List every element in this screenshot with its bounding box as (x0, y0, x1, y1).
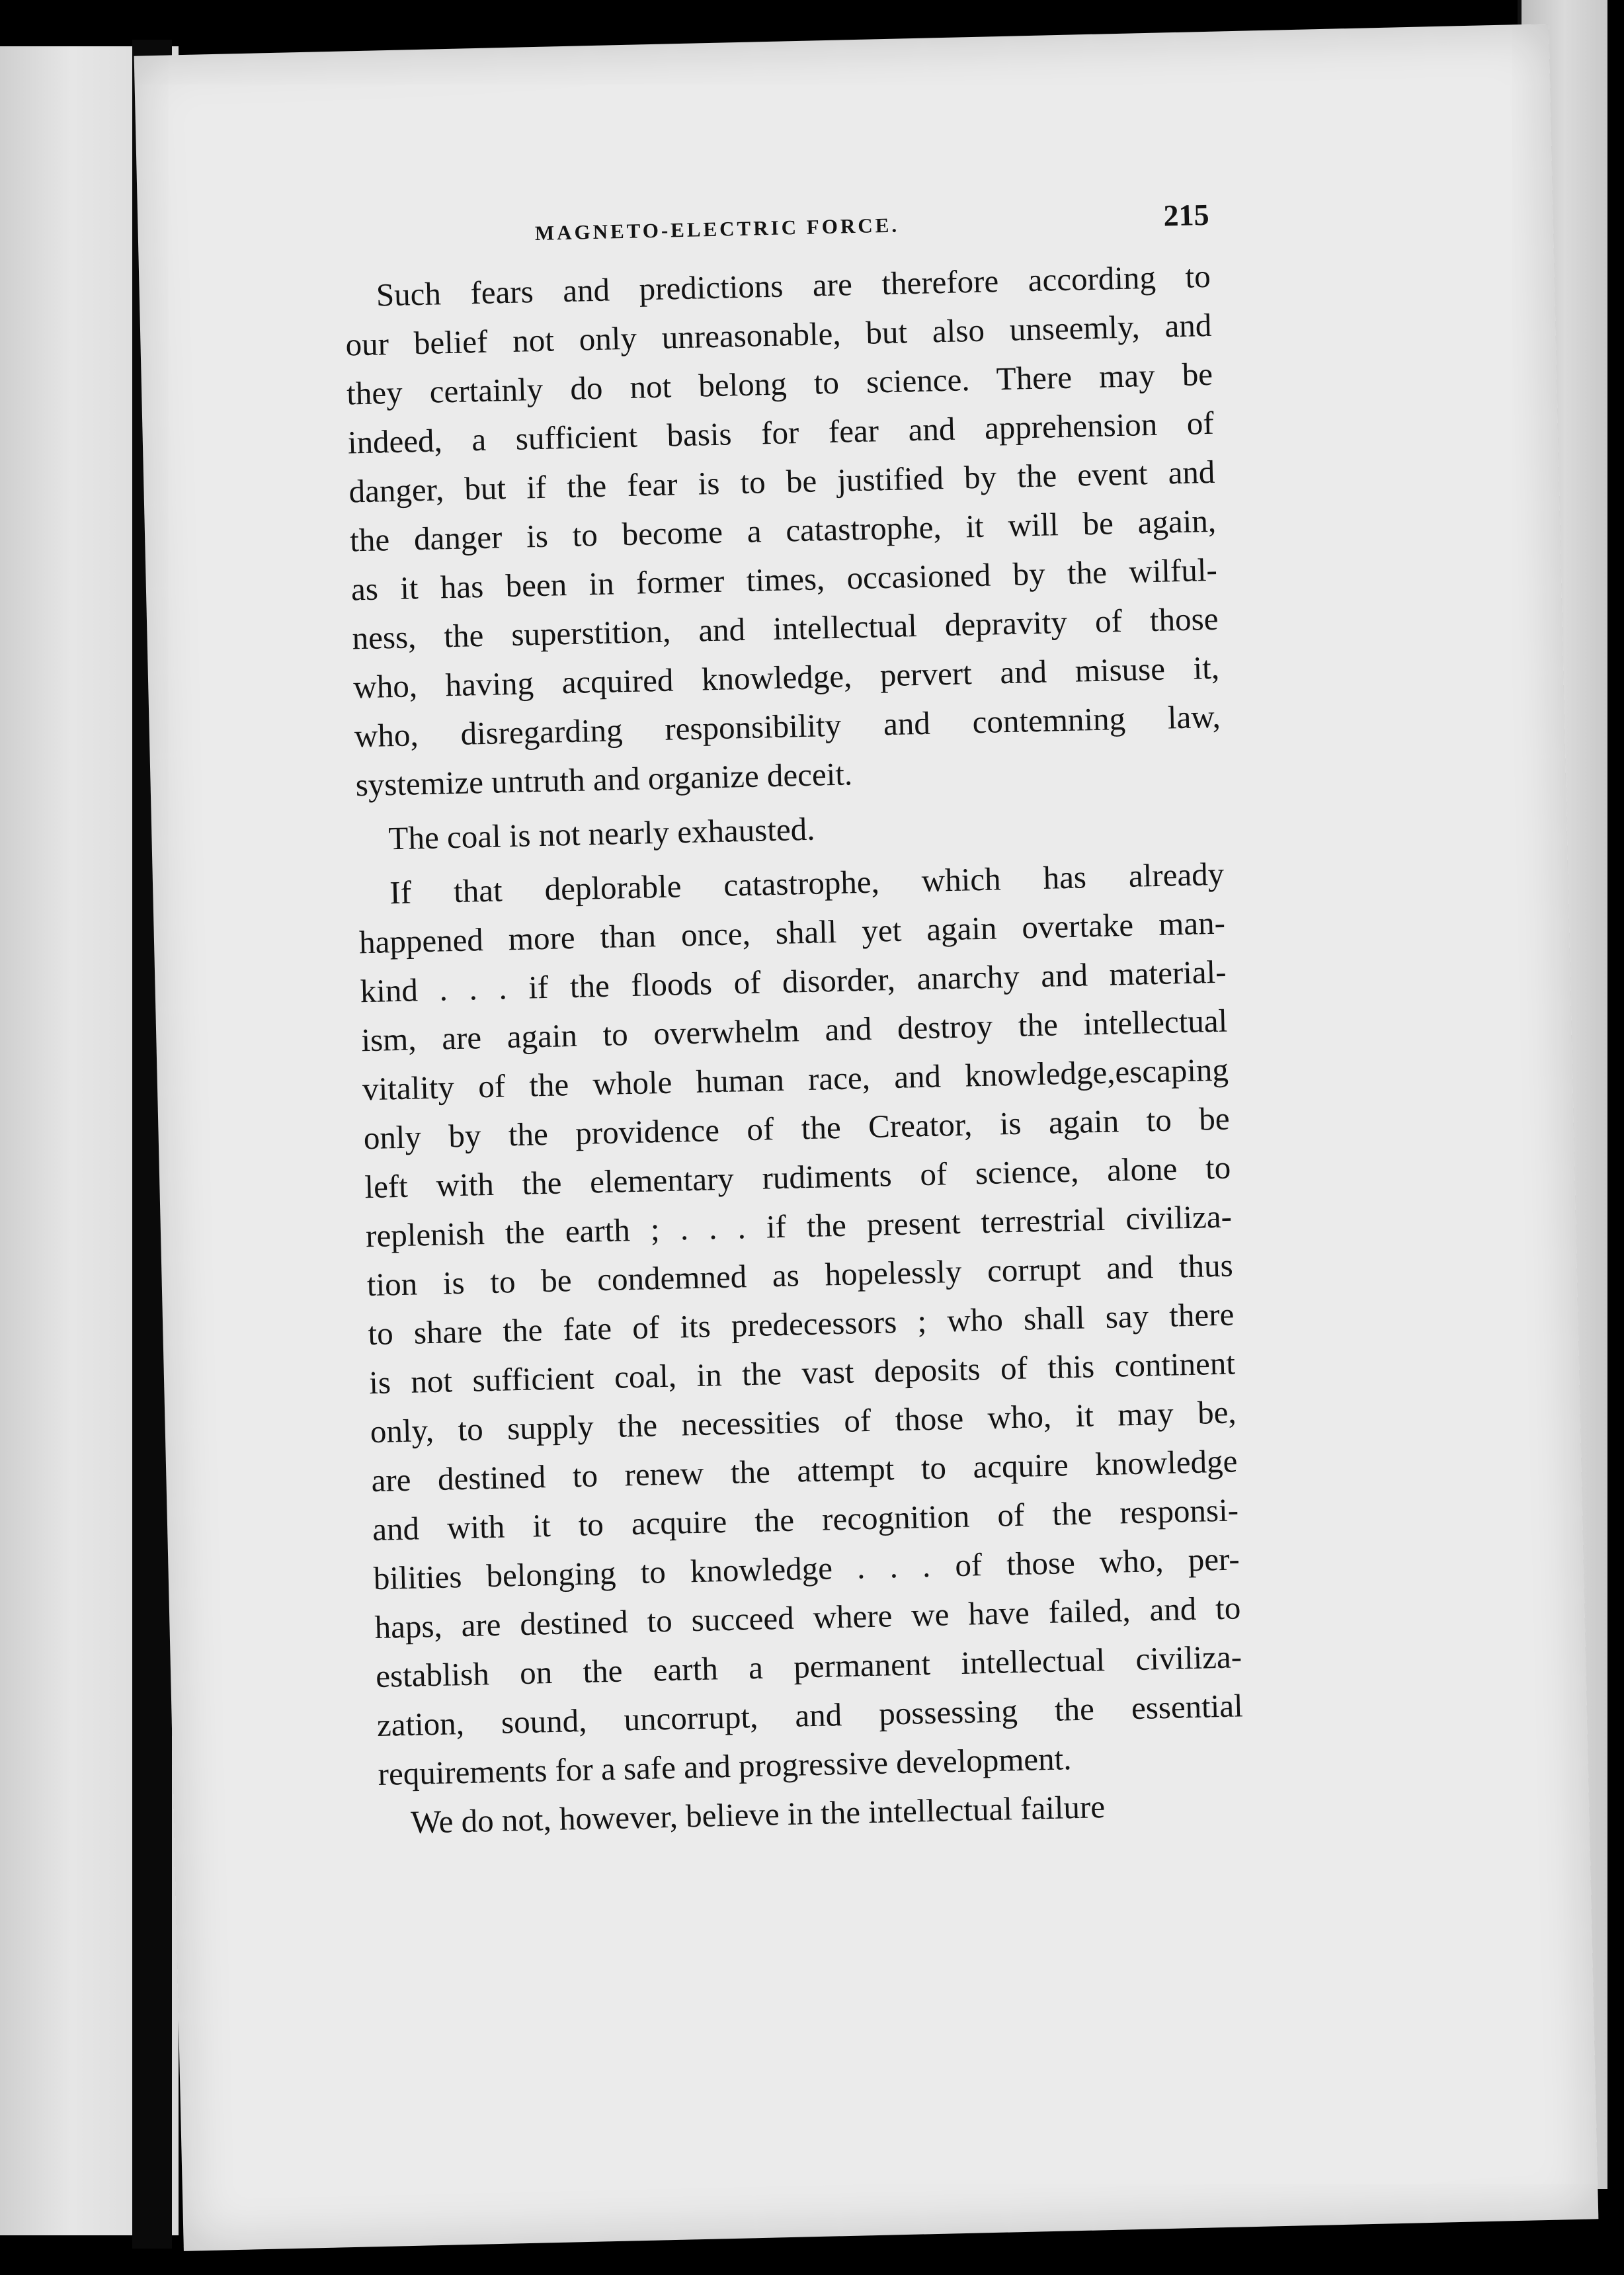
text-line: We do not, however, believe in the intellectual failure (410, 1788, 1106, 1841)
text-line: replenish the earth ; . . . if the present terrestrial civiliza- (365, 1198, 1233, 1255)
text-line: Such fears and predictions are therefore according to (376, 257, 1211, 313)
text-line: systemize untruth and organize deceit. (355, 755, 853, 804)
text-line: ness, the superstition, and intellectual depravity of those (352, 600, 1219, 657)
book-page (134, 24, 1599, 2251)
text-line: and with it to acquire the recognition of the responsi- (372, 1491, 1239, 1548)
text-line: happened more than once, shall yet again overtake man- (358, 904, 1226, 961)
text-line: requirements for a safe and progressive development. (378, 1740, 1073, 1792)
text-line: kind . . . if the floods of disorder, anarchy and material- (360, 953, 1227, 1010)
text-line: the danger is to become a catastrophe, it will be again, (349, 502, 1217, 559)
text-line: If that deplorable catastrophe, which has already (389, 855, 1225, 911)
text-line: they certainly do not belong to science. There may be (346, 355, 1213, 412)
text-line: ism, are again to overwhelm and destroy the intellectual (360, 1002, 1228, 1059)
page-number: 215 (1162, 197, 1210, 233)
text-line: is not sufficient coal, in the vast deposits of this continent (368, 1344, 1236, 1401)
text-line: zation, sound, uncorrupt, and possessing the essential (376, 1687, 1244, 1744)
text-line: haps, are destined to succeed where we have failed, and to (374, 1589, 1241, 1646)
text-line: left with the elementary rudiments of science, alone to (364, 1149, 1231, 1206)
text-line: bilities belonging to knowledge . . . of those who, per- (373, 1540, 1240, 1597)
text-line: who, having acquired knowledge, pervert and misuse it, (352, 649, 1220, 706)
text-line: establish on the earth a permanent intellectual civiliza- (375, 1638, 1242, 1695)
text-line: indeed, a sufficient basis for fear and apprehension of (347, 404, 1215, 461)
running-head-title: MAGNETO-ELECTRIC FORCE. (534, 213, 900, 245)
text-line: as it has been in former times, occasioned by the wilful- (350, 551, 1218, 608)
paragraph-1 (344, 252, 1222, 810)
text-line: vitality of the whole human race, and knowledge,escaping (362, 1051, 1229, 1108)
paragraph-3 (358, 850, 1245, 1799)
page-text-block (343, 197, 1246, 1848)
text-line: only, to supply the necessities of those who, it may be, (370, 1393, 1237, 1450)
text-line: our belief not only unreasonable, but also unseemly, and (345, 306, 1212, 363)
text-line: who, disregarding responsibility and contemning law, (354, 698, 1221, 755)
text-line: are destined to renew the attempt to acquire knowledge (370, 1442, 1238, 1499)
text-line: danger, but if the fear is to be justified by the event and (348, 453, 1215, 510)
running-head (343, 197, 1209, 252)
text-line: only by the providence of the Creator, is again to be (363, 1100, 1231, 1157)
text-line: tion is to be condemned as hopelessly corrupt and thus (366, 1247, 1234, 1303)
text-line: The coal is not nearly exhausted. (387, 810, 815, 857)
text-line: to share the fate of its predecessors ; who shall say there (367, 1296, 1235, 1352)
